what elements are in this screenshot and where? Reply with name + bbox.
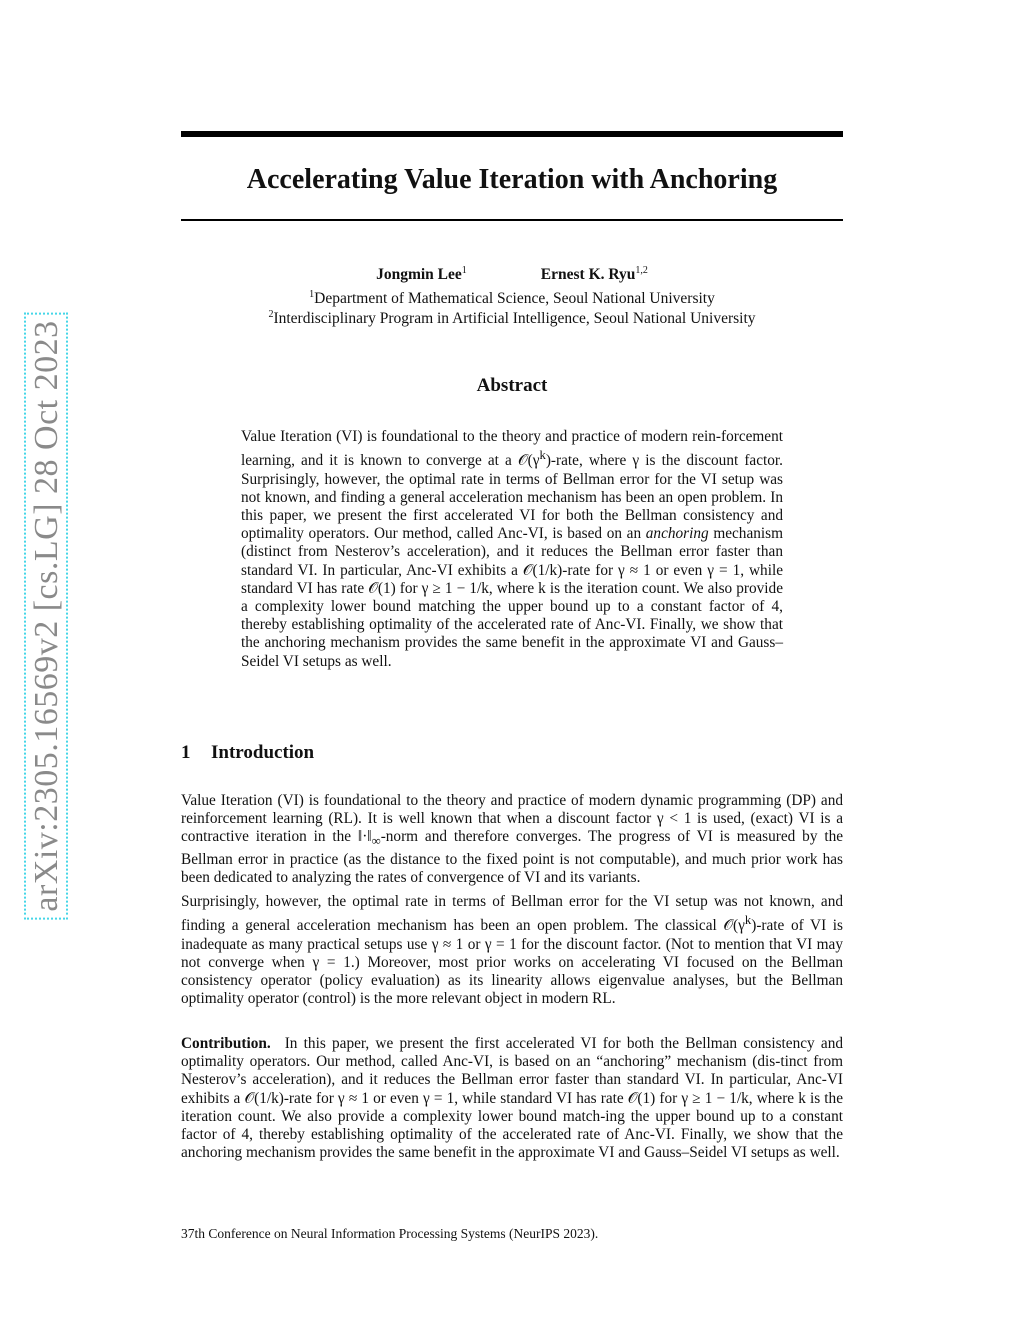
abstract-text-part: Value Iteration (VI) is foundational to the theory and practice of modern rein-forcement learning, and it is known to converge at a 𝒪(γ [241, 428, 783, 470]
abstract-italic-term: anchoring [645, 525, 709, 543]
paragraph-label: Contribution. [181, 1035, 271, 1052]
conference-footnote: 37th Conference on Neural Information Processing Systems (NeurIPS 2023). [181, 1226, 599, 1241]
affiliation [181, 309, 843, 329]
abstract-heading: Abstract [476, 375, 548, 396]
abstract-text-part: )-rate, where γ is the discount factor. Surprisingly, however, the optimal rate in terms of Bellman error for the VI setup was not known, and finding a general acceleration mechanism has been an open problem. In this paper, we present the first accelerated VI for both the Bellman consistency and optimality operators. Our method, called Anc-VI, is based on an [241, 452, 783, 543]
section-heading [181, 741, 314, 765]
paragraph-text: -norm and therefore converges. The progress of VI is measured by the Bellman error in practice (as the distance to the fixed point is not computable), and much prior work has been dedicated to analyzing the rates of convergence of VI and its variants. [181, 828, 844, 886]
arxiv-identifier-stamp[interactable]: arXiv:2305.16569v2 [cs.LG] 28 Oct 2023 [24, 312, 68, 919]
paragraph-text: Value Iteration (VI) is foundational to the theory and practice of modern dynamic programming (DP) and reinforcement learning (RL). It is well known that when a discount factor γ < 1 is used, (exact) VI is a contractive iteration in the ‖·‖ [181, 792, 843, 846]
title-top-rule [181, 131, 843, 137]
rate-superscript: k [744, 913, 752, 928]
abstract-text [241, 428, 783, 671]
paragraph-text: In this paper, we present the first accelerated VI for both the Bellman consistency and optimality operators. Our method, called Anc-VI, is based on an “anchoring” mechanism (dis-tinct from Nesterov’s acceleration), and it reduces the Bellman error faster than standard VI. In particular, Anc-VI exhibits a 𝒪(1/k)-rate for γ ≈ 1 or even γ = 1, while standard VI has rate 𝒪(1) for γ ≥ 1 − 1/k, where k is the iteration count. We also provide a complexity lower bound match-ing the upper bound up to a constant factor of 4, thereby establishing optimality of the accelerated rate of Anc-VI. Finally, we show that the anchoring mechanism provides the same benefit in the approximate VI and Gauss–Seidel VI setups as well. [181, 1035, 843, 1162]
affiliation [181, 289, 843, 309]
paragraph-text: )-rate of VI is inadequate as many practical setups use γ ≈ 1 or γ = 1 for the discount factor. (Not to mention that VI may not converge when γ = 1.) Moreover, most prior works on accelerating VI focused on the Bellman consistency operator (policy evaluation) as its linearity allows eigenvalue analyses, but the Bellman optimality operator (control) is the more relevant object in modern RL. [181, 917, 843, 1008]
section-title: Introduction [211, 742, 315, 763]
paragraph-text: Surprisingly, however, the optimal rate in terms of Bellman error for the VI setup was not known, and finding a general acceleration mechanism has been an open problem. The classical 𝒪(γ [181, 893, 843, 935]
author-name: Ernest K. Ryu [540, 266, 636, 283]
paper-title: Accelerating Value Iteration with Anchoring [246, 164, 778, 195]
author-name: Jongmin Lee [376, 266, 462, 283]
intro-paragraph-2 [181, 893, 843, 1008]
affiliation-text: Department of Mathematical Science, Seoul National University [314, 290, 715, 307]
abstract-superscript: k [539, 448, 546, 463]
affiliation-mark: 2 [268, 309, 274, 320]
intro-paragraph-1 [181, 792, 843, 887]
norm-subscript: ∞ [371, 834, 381, 849]
author-affil-mark: 1,2 [635, 265, 648, 276]
title-bottom-rule [181, 219, 843, 221]
contribution-paragraph [181, 1035, 843, 1162]
author-names [181, 265, 843, 285]
affiliation-mark: 1 [309, 289, 315, 300]
author-block [181, 265, 843, 329]
affiliation-text: Interdisciplinary Program in Artificial Intelligence, Seoul National University [273, 310, 756, 327]
abstract-text-part: mechanism (distinct from Nesterov’s acceleration), and it reduces the Bellman error faster than standard VI. In particular, Anc-VI exhibits a 𝒪(1/k)-rate for γ ≈ 1 or even γ = 1, while standard VI has rate 𝒪(1) for γ ≥ 1 − 1/k, where k is the iteration count. We also provide a complexity lower bound matching the upper bound up to a constant factor of 4, thereby establishing optimality of the accelerated rate of Anc-VI. Finally, we show that the anchoring mechanism provides the same benefit in the approximate VI and Gauss–Seidel VI setups as well. [241, 525, 783, 670]
section-number: 1 [181, 742, 191, 763]
author-affil-mark: 1 [461, 265, 467, 276]
